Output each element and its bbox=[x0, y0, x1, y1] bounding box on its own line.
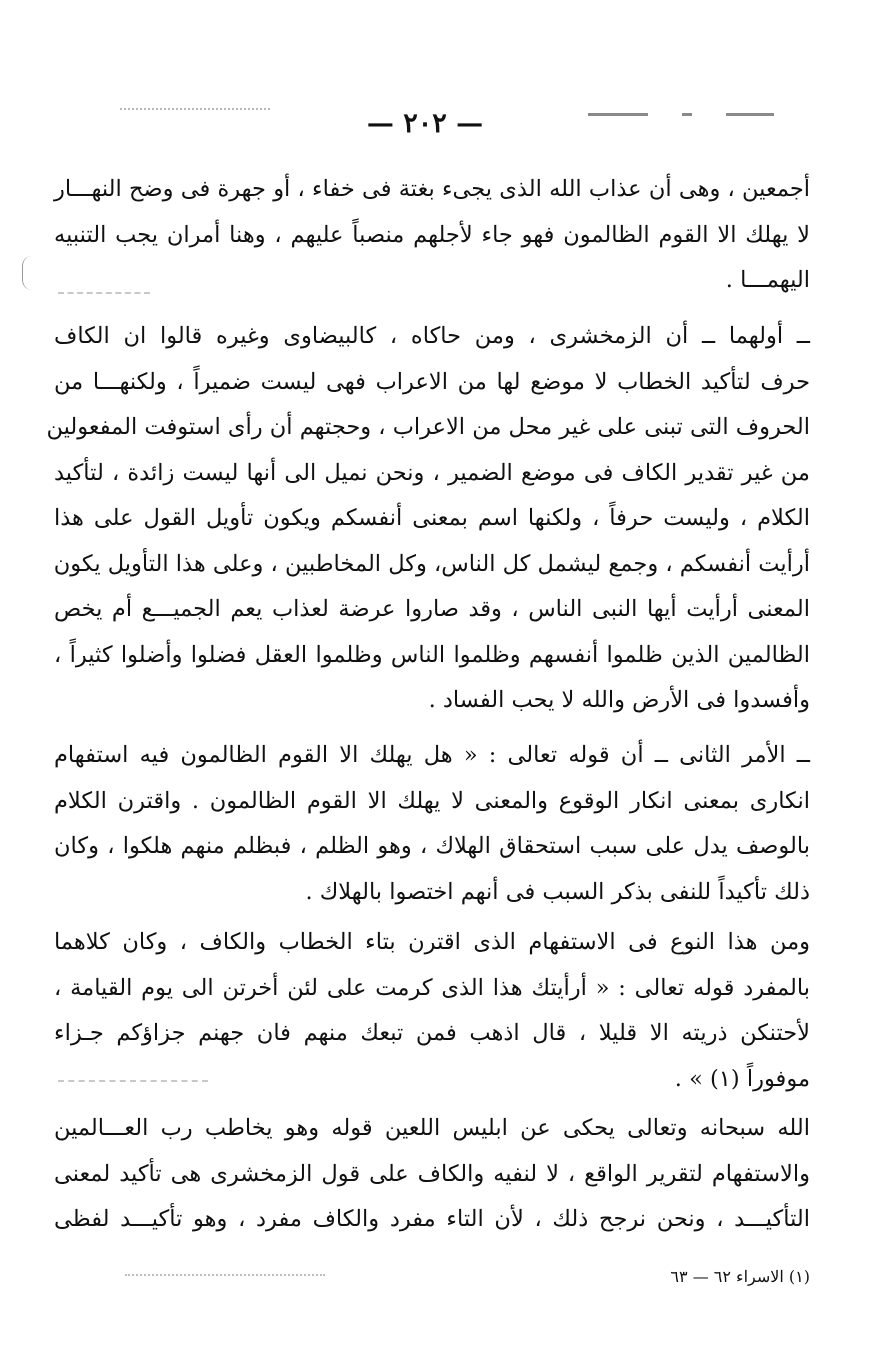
page-number: — ٢٠٢ — bbox=[366, 108, 484, 139]
margin-bracket-mark bbox=[22, 256, 35, 290]
paragraph-2 bbox=[46, 314, 810, 724]
text-line: ــ الأمر الثانى ــ أن قوله تعالى : « هل يهلك الا القوم الظالمون فيه استفهام bbox=[54, 742, 810, 768]
text-line: اليهمـــا . bbox=[725, 267, 810, 293]
text-line: موفوراً (١) » . bbox=[674, 1065, 810, 1092]
text-line: لأحتنكن ذريته الا قليلا ، قال اذهب فمن تبعك منهم فان جهنم جزاؤكم جـزاء bbox=[54, 1020, 810, 1046]
text-line: الظالمين الذين ظلموا أنفسهم وظلموا الناس وظلموا العقل فضلوا وأضلوا كثيراً ، bbox=[54, 641, 810, 668]
paragraph-4 bbox=[54, 920, 810, 1102]
text-line: المعنى أرأيت أيها النبى الناس ، وقد صاروا عرضة لعذاب يعم الجميـــع أم يخص bbox=[54, 596, 810, 622]
scan-artifact-footer bbox=[125, 1274, 325, 1276]
paragraph-5 bbox=[54, 1106, 810, 1243]
text-line: الكلام ، وليست حرفاً ، ولكنها اسم بمعنى أنفسكم ويكون تأويل القول على هذا bbox=[54, 505, 810, 531]
text-line: بالمفرد قوله تعالى : « أرأيتك هذا الذى كرمت على لئن أخرتن الى يوم القيامة ، bbox=[54, 974, 810, 1001]
text-line: ومن هذا النوع فى الاستفهام الذى اقترن بتاء الخطاب والكاف ، وكان كلاهما bbox=[54, 929, 810, 955]
text-line: والاستفهام لتقرير الواقع ، لا لنفيه والكاف على قول الزمخشرى هى تأكيد لمعنى bbox=[54, 1160, 810, 1187]
paragraph-3 bbox=[54, 733, 810, 915]
text-line: بالوصف يدل على سبب استحقاق الهلاك ، وهو الظلم ، فبظلم منهم هلكوا ، وكان bbox=[54, 833, 810, 859]
text-line: الحروف التى تبنى على غير محل من الاعراب ، وحجتهم أن رأى استوفت المفعولين bbox=[46, 414, 810, 440]
text-line: وأفسدوا فى الأرض والله لا يحب الفساد . bbox=[428, 687, 810, 713]
scan-artifact-right bbox=[588, 104, 808, 114]
text-line: التأكيـــد ، ونحن نرجح ذلك ، لأن التاء مفرد والكاف مفرد ، وهو تأكيـــد لفظى bbox=[54, 1206, 810, 1232]
text-line: ــ أولهما ــ أن الزمخشرى ، ومن حاكاه ، كالبيضاوى وغيره قالوا ان الكاف bbox=[54, 323, 810, 349]
text-line: لا يهلك الا القوم الظالمون فهو جاء لأجلهم منصباً عليهم ، وهنا أمران يجب التنبيه bbox=[54, 221, 810, 248]
paragraph-1 bbox=[54, 167, 810, 304]
text-line: أرأيت أنفسكم ، وجمع ليشمل كل الناس، وكل المخاطبين ، وعلى هذا التأويل يكون bbox=[53, 550, 810, 577]
scan-artifact-left bbox=[120, 108, 270, 110]
text-line: أجمعين ، وهى أن عذاب الله الذى يجىء بغتة فى خفاء ، أو جهرة فى وضح النهـــار bbox=[54, 176, 810, 202]
text-line: من غير تقدير الكاف فى موضع الضمير ، ونحن نميل الى أنها ليست زائدة ، لتأكيد bbox=[54, 459, 810, 486]
text-line: حرف لتأكيد الخطاب لا موضع لها من الاعراب فهى ليست ضميراً ، ولكنهـــا من bbox=[54, 368, 810, 395]
footnote: (١) الاسراء ٦٢ — ٦٣ bbox=[670, 1267, 810, 1286]
text-line: ذلك تأكيداً للنفى بذكر السبب فى أنهم اختصوا بالهلاك . bbox=[305, 878, 810, 905]
text-line: انكارى بمعنى انكار الوقوع والمعنى لا يهلك الا القوم الظالمون . واقترن الكلام bbox=[54, 787, 810, 814]
text-line: الله سبحانه وتعالى يحكى عن ابليس اللعين قوله وهو يخاطب رب العـــالمين bbox=[54, 1115, 810, 1141]
